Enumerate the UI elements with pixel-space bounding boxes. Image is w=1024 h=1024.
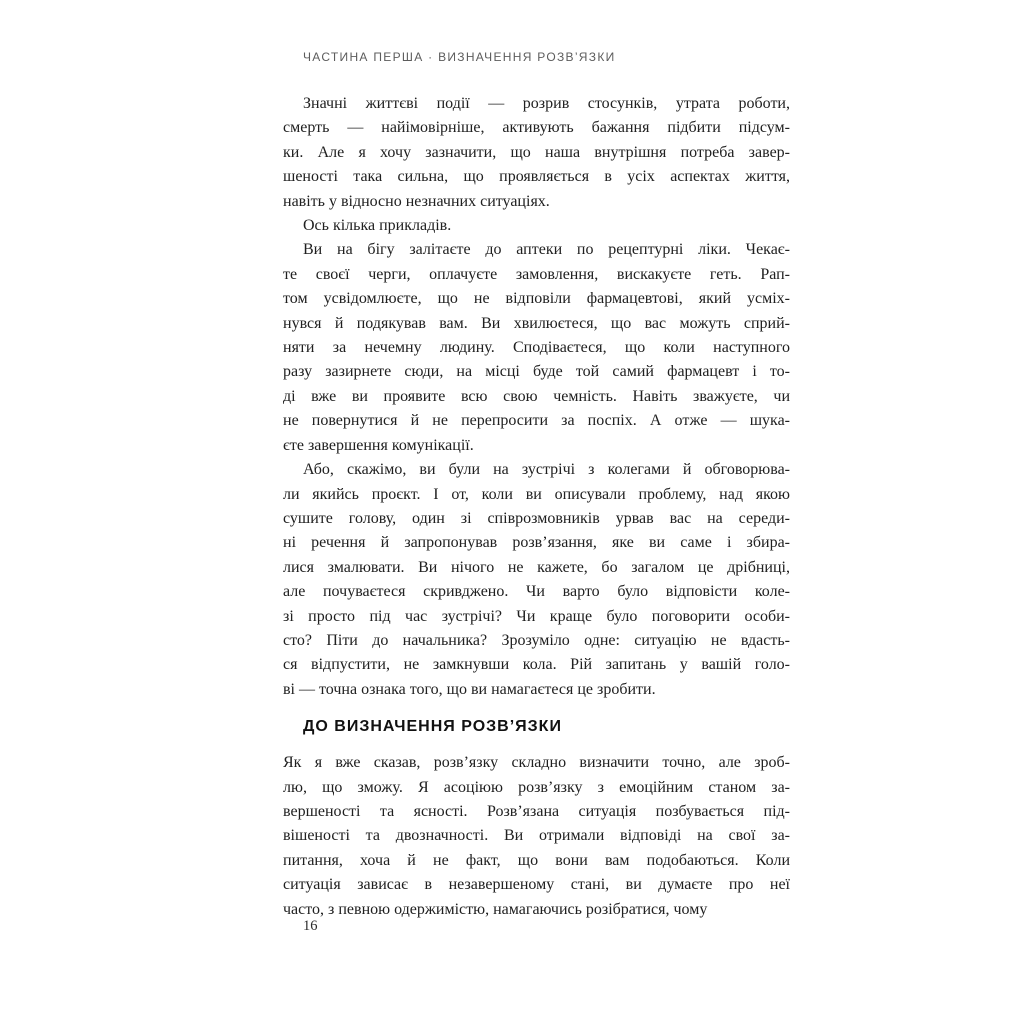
text-line: єте завершення комунікації. [283,436,474,454]
text-line: ні речення й запропонував розв’язання, яке ви саме і збира- [283,534,790,552]
text-line: часто, з певною одержимістю, намагаючись розібратися, чому [283,900,708,918]
running-header: ЧАСТИНА ПЕРША · ВИЗНАЧЕННЯ РОЗВ’ЯЗКИ [303,50,616,64]
text-line: те своєї черги, оплачуєте замовлення, вискакуєте геть. Рап- [283,265,790,283]
page-number: 16 [303,918,318,934]
paragraph [283,238,790,458]
text-line: лю, що зможу. Я асоціюю розв’язку з емоційним станом за- [283,778,790,796]
text-line: смерть — найімовірніше, активують бажання підбити підсум- [283,119,790,137]
page-body [283,92,790,922]
text-line: не повернутися й не перепросити за поспіх. А отже — шука- [283,412,790,430]
text-line: няти за нечемну людину. Сподіваєтеся, що коли наступного [283,339,790,357]
text-line: ді вже ви проявите всю свою чемність. Навіть зважуєте, чи [283,387,790,405]
text-line: зі просто під час зустрічі? Чи краще було поговорити особи- [283,607,790,625]
paragraph [283,92,790,214]
text-line: Значні життєві події — розрив стосунків, утрата роботи, [303,95,790,112]
text-line: Або, скажімо, ви були на зустрічі з колегами й обговорюва- [303,461,790,479]
text-line: питання, хоча й не факт, що вони вам подобаються. Коли [283,851,790,869]
text-line: навіть у відносно незначних ситуаціях. [283,192,550,210]
text-line: том усвідомлюєте, що не відповіли фармацевтові, який усміх- [283,290,790,308]
text-line: вершеності та ясності. Розв’язана ситуація позбувається під- [283,802,790,820]
text-line: ситуація зависає в незавершеному стані, ви думаєте про неї [283,876,790,894]
text-line: але почуваєтеся скривджено. Чи варто було відповісти коле- [283,583,790,601]
section-heading: ДО ВИЗНАЧЕННЯ РОЗВ’ЯЗКИ [303,718,562,736]
text-line: шеності така сильна, що проявляється в усіх аспектах життя, [283,168,790,186]
text-line: ві — точна ознака того, що ви намагаєтеся це зробити. [283,680,656,698]
text-column [283,50,790,922]
paragraph [283,214,790,238]
text-line: вішеності та двозначності. Ви отримали відповіді на свої за- [283,827,790,845]
text-line: сушите голову, один зі співрозмовників урвав вас на середи- [283,509,790,527]
text-line: ли якийсь проєкт. І от, коли ви описували проблему, над якою [283,485,790,503]
text-line: ки. Але я хочу зазначити, що наша внутрішня потреба завер- [283,143,790,161]
text-line: ся відпустити, не замкнувши кола. Рій запитань у вашій голо- [283,656,790,674]
paragraph [283,751,790,922]
text-line: Ви на бігу залітаєте до аптеки по рецептурні ліки. Чекає- [303,241,790,259]
paragraph [283,458,790,702]
text-line: Як я вже сказав, розв’язку складно визначити точно, але зроб- [283,754,790,772]
text-line: лися змалювати. Ви нічого не кажете, бо загалом це дрібниці, [283,558,790,576]
text-line: разу зазирнете сюди, на місці буде той самий фармацевт і то- [283,363,790,381]
text-line: Ось кілька прикладів. [303,217,452,235]
text-line: нувся й подякував вам. Ви хвилюєтеся, що вас можуть сприй- [283,314,790,332]
text-line: сто? Піти до начальника? Зрозуміло одне: ситуацію не вдасть- [283,631,790,649]
